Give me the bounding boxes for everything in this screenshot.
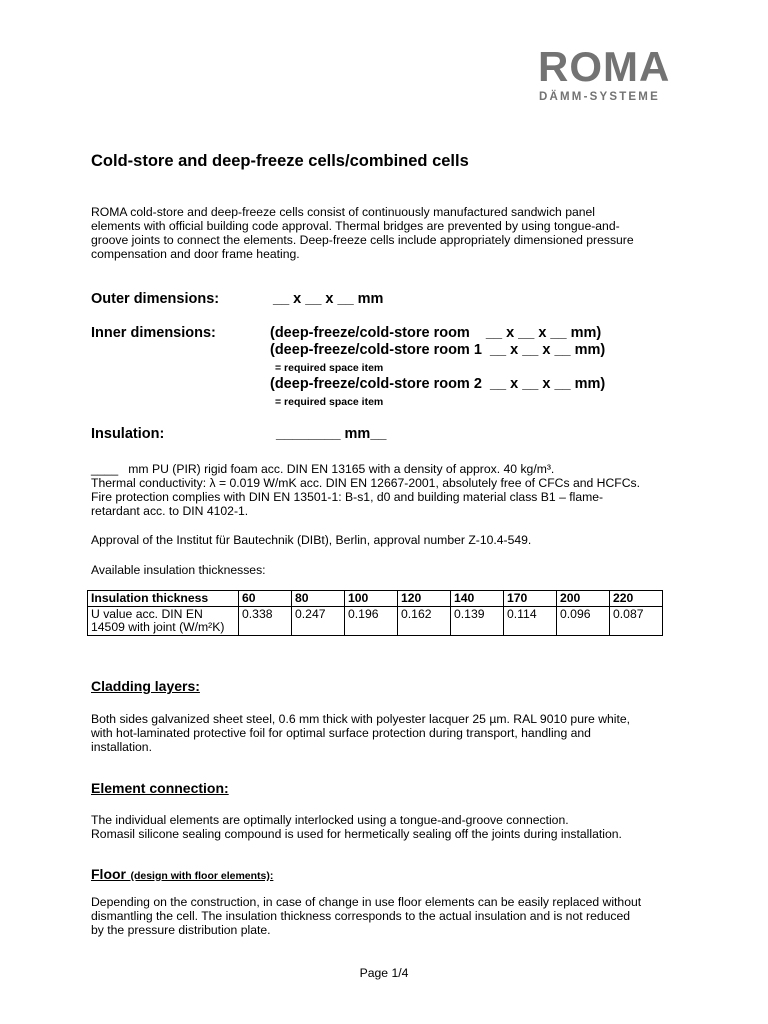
page-number: Page 1/4 bbox=[359, 966, 409, 980]
inner-dimensions-room-2: (deep-freeze/cold-store room 2 __ x __ x __ mm) bbox=[270, 376, 606, 392]
table-cell: 0.096 bbox=[557, 607, 610, 636]
table-header-cell: Insulation thickness bbox=[88, 591, 239, 607]
outer-dimensions-value: __ x __ x __ mm bbox=[273, 291, 384, 307]
intro-paragraph bbox=[91, 205, 691, 261]
available-thicknesses-label: Available insulation thicknesses: bbox=[91, 563, 266, 577]
insulation-line: Fire protection complies with DIN EN 13501-1: B-s1, d0 and building material class B1 – flame- bbox=[91, 490, 604, 504]
table-cell: 0.247 bbox=[292, 607, 345, 636]
insulation-line: retardant acc. to DIN 4102-1. bbox=[91, 504, 249, 518]
table-row bbox=[88, 607, 663, 636]
insulation-table bbox=[87, 590, 663, 636]
table-row-label: U value acc. DIN EN 14509 with joint (W/m²K) bbox=[88, 607, 239, 636]
table-header-cell: 170 bbox=[504, 591, 557, 607]
table-cell: 0.087 bbox=[610, 607, 663, 636]
insulation-value: ________ mm__ bbox=[276, 426, 387, 442]
table-header-cell: 60 bbox=[239, 591, 292, 607]
insulation-line: Thermal conductivity: λ = 0.019 W/mK acc. DIN EN 12667-2001, absolutely free of CFCs and HCFCs. bbox=[91, 476, 640, 490]
table-cell: 0.338 bbox=[239, 607, 292, 636]
required-space-note: = required space item bbox=[275, 362, 384, 374]
insulation-paragraph bbox=[91, 462, 701, 518]
roma-logo: ROMA bbox=[538, 43, 671, 90]
outer-dimensions-label: Outer dimensions: bbox=[91, 291, 220, 307]
inner-dimensions-room-1: (deep-freeze/cold-store room 1 __ x __ x __ mm) bbox=[270, 342, 606, 358]
floor-line: dismantling the cell. The insulation thickness corresponds to the actual insulation and is not reduced bbox=[91, 909, 631, 923]
table-header-cell: 120 bbox=[398, 591, 451, 607]
connection-line: Romasil silicone sealing compound is used for hermetically sealing off the joints during installation. bbox=[91, 827, 622, 841]
insulation-label: Insulation: bbox=[91, 426, 165, 442]
connection-line: The individual elements are optimally interlocked using a tongue-and-groove connection. bbox=[91, 813, 569, 827]
cladding-heading: Cladding layers: bbox=[91, 678, 200, 694]
insulation-line: ____ mm PU (PIR) rigid foam acc. DIN EN 13165 with a density of approx. 40 kg/m³. bbox=[91, 462, 555, 476]
page-title: Cold-store and deep-freeze cells/combined cells bbox=[91, 152, 469, 170]
floor-heading-text: Floor bbox=[91, 866, 126, 882]
connection-paragraph bbox=[91, 813, 711, 841]
intro-line: compensation and door frame heating. bbox=[91, 247, 300, 261]
table-header-cell: 140 bbox=[451, 591, 504, 607]
table-cell: 0.114 bbox=[504, 607, 557, 636]
approval-text: Approval of the Institut für Bautechnik (DIBt), Berlin, approval number Z-10.4-549. bbox=[91, 533, 532, 547]
floor-paragraph bbox=[91, 895, 711, 937]
table-header-cell: 200 bbox=[557, 591, 610, 607]
table-header-row bbox=[88, 591, 663, 607]
intro-line: elements with official building code approval. Thermal bridges are prevented by using tongue-and- bbox=[91, 219, 620, 233]
table-cell: 0.139 bbox=[451, 607, 504, 636]
cladding-line: installation. bbox=[91, 740, 152, 754]
cladding-line: Both sides galvanized sheet steel, 0.6 mm thick with polyester lacquer 25 µm. RAL 9010 pure white, bbox=[91, 712, 631, 726]
table-header-cell: 220 bbox=[610, 591, 663, 607]
floor-line: by the pressure distribution plate. bbox=[91, 923, 271, 937]
inner-dimensions-room: (deep-freeze/cold-store room __ x __ x __ mm) bbox=[270, 325, 602, 341]
intro-line: groove joints to connect the elements. Deep-freeze cells include appropriately dimensioned pressure bbox=[91, 233, 634, 247]
cladding-line: with hot-laminated protective foil for optimal surface protection during transport, handling and bbox=[91, 726, 591, 740]
table-cell: 0.162 bbox=[398, 607, 451, 636]
logo-subtitle: DÄMM-SYSTEME bbox=[539, 91, 660, 103]
inner-dimensions-label: Inner dimensions: bbox=[91, 325, 216, 341]
floor-heading-note: (design with floor elements): bbox=[130, 870, 274, 882]
table-cell: 0.196 bbox=[345, 607, 398, 636]
table-header-cell: 100 bbox=[345, 591, 398, 607]
cladding-paragraph bbox=[91, 712, 691, 754]
table-header-cell: 80 bbox=[292, 591, 345, 607]
intro-line: ROMA cold-store and deep-freeze cells consist of continuously manufactured sandwich panel bbox=[91, 205, 596, 219]
floor-line: Depending on the construction, in case of change in use floor elements can be easily replaced without bbox=[91, 895, 642, 909]
floor-heading bbox=[91, 866, 273, 884]
required-space-note: = required space item bbox=[275, 396, 384, 408]
element-connection-heading: Element connection: bbox=[91, 780, 229, 796]
